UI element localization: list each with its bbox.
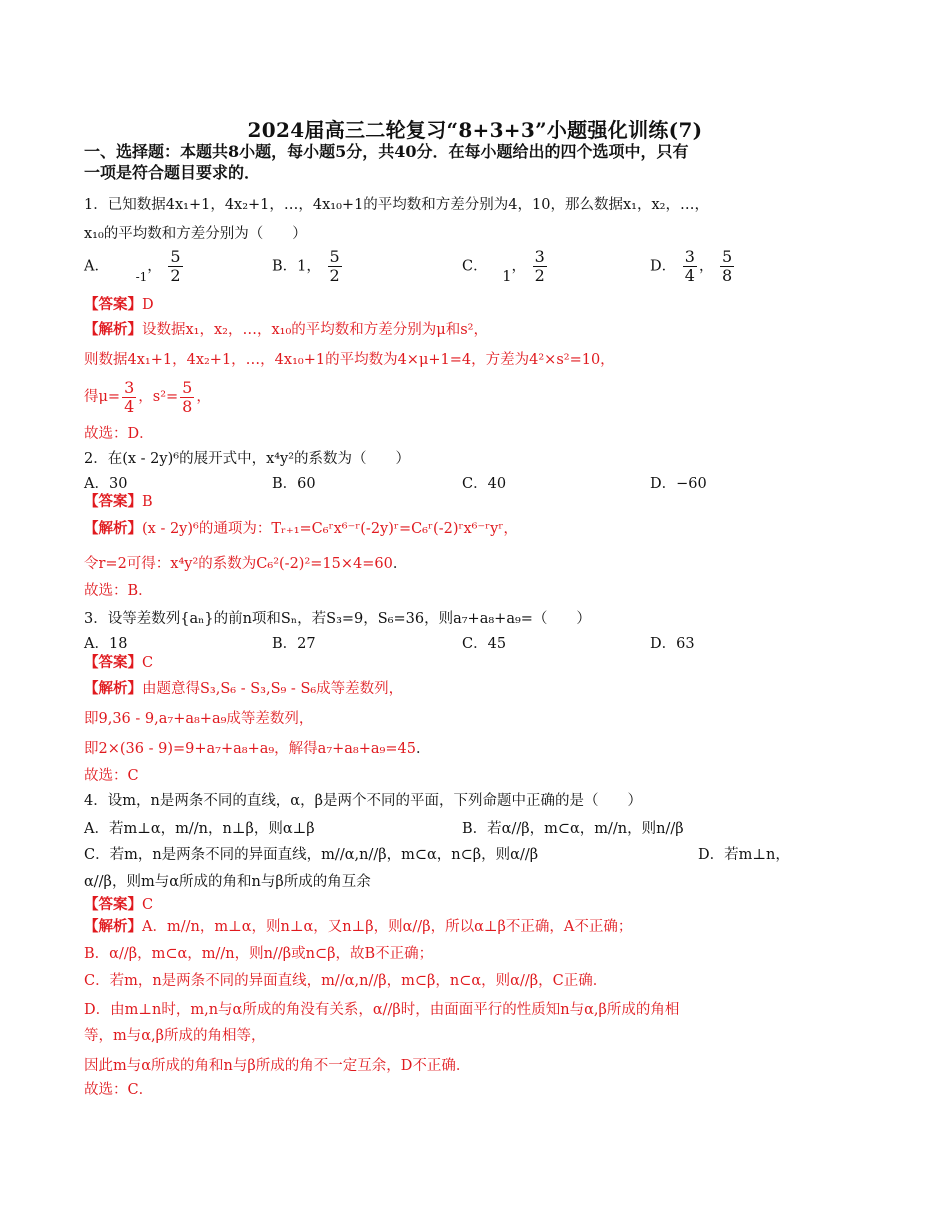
- q1-option-a-label: A．: [84, 258, 109, 275]
- q1-option-d: D． $\frac{3}{4}$ ， $\frac{5}{8}$: [650, 247, 733, 285]
- q3-option-b: B．27: [272, 636, 316, 652]
- q3-analysis-line3: [84, 739, 430, 759]
- q1-option-c-label: C．: [462, 258, 488, 275]
- section-heading-line1: 一、选择题：本题共8小题，每小题5分，共40分．在每小题给出的四个选项中，只有: [84, 142, 689, 161]
- q4-stem: 4．设m，n是两条不同的直线，α，β是两个不同的平面，下列命题中正确的是（ ）: [84, 793, 642, 809]
- q1-option-b-fraction: $\frac{5}{2}$: [329, 247, 340, 285]
- q1-analysis-tag: 【解析】: [84, 321, 142, 338]
- q1-conclusion: 故选：D．: [84, 426, 154, 442]
- q4-answer-value: C: [142, 897, 154, 913]
- q2-analysis-line2: [84, 554, 407, 574]
- q3-option-d: D．63: [650, 636, 695, 652]
- q3-option-a: A．18: [84, 636, 128, 652]
- q3-analysis-tag: 【解析】: [84, 680, 142, 697]
- q4-analysis-line3: C．若m，n是两条不同的异面直线，m//α,n//β，m⊂β，n⊂α，则α//β，C正确．: [84, 973, 608, 989]
- q1-option-b-label: B．1，: [272, 258, 321, 275]
- q4-analysis-line2: B．α//β，m⊂α，m//n，则n//β或n⊂β，故B不正确；: [84, 946, 434, 962]
- q2-analysis-text1: (x - 2y)⁶的通项为：Tᵣ₊₁=C₆ʳx⁶⁻ʳ(-2y)ʳ=C₆ʳ(-2)ʳx⁶⁻ʳyʳ，: [142, 521, 518, 537]
- q2-answer-tag: 【答案】: [84, 493, 142, 510]
- q1-option-d-label: D．: [650, 258, 677, 275]
- q3-analysis-text1: 由题意得S₃,S₆ - S₃,S₉ - S₆成等差数列，: [142, 681, 404, 697]
- q2-analysis-line1: [84, 519, 518, 539]
- q4-option-b: B．若α//β，m⊂α，m//n，则n//β: [462, 821, 684, 837]
- q1-option-a-fraction: $\frac{5}{2}$: [170, 247, 181, 285]
- q1-answer-value: D: [142, 297, 154, 313]
- q1-analysis-line1: [84, 320, 488, 340]
- q4-analysis-line1: [84, 917, 632, 937]
- q3-stem: 3．设等差数列{aₙ}的前n项和Sₙ，若S₃=9，S₆=36，则a₇+a₈+a₉=（ ）: [84, 611, 591, 627]
- q2-option-a: A．30: [84, 476, 128, 492]
- q1-analysis3-end: ，: [196, 389, 211, 405]
- q4-answer-tag: 【答案】: [84, 896, 142, 913]
- q1-stem-line1: 1．已知数据4x₁+1，4x₂+1，…，4x₁₀+1的平均数和方差分别为4，10，那么数据x₁，x₂，…，: [84, 197, 709, 213]
- q2-analysis2-main: 令r=2可得：x⁴y²的系数为C₆²(-2)²=15×4=60: [84, 556, 393, 572]
- q4-answer: [84, 895, 153, 915]
- q3-answer: [84, 653, 153, 673]
- q4-option-d-line1: D．若m⊥n，: [698, 847, 790, 863]
- q1-analysis-line2: 则数据4x₁+1，4x₂+1，…，4x₁₀+1的平均数为4×μ+1=4，方差为4²×s²=10，: [84, 352, 615, 368]
- q1-option-a-mean: -1: [135, 269, 148, 284]
- q2-stem: 2．在(x - 2y)⁶的展开式中，x⁴y²的系数为（ ）: [84, 451, 411, 467]
- q1-option-d-fraction2: $\frac{5}{8}$: [722, 247, 733, 285]
- q1-analysis3-pre: 得μ=: [84, 389, 121, 405]
- q3-answer-value: C: [142, 655, 154, 671]
- q1-option-b: [272, 248, 344, 285]
- q1-analysis3-frac1: $\frac{3}{4}$: [124, 377, 135, 416]
- q2-answer: [84, 492, 153, 512]
- q4-conclusion: 故选：C．: [84, 1082, 154, 1098]
- q3-answer-tag: 【答案】: [84, 654, 142, 671]
- q1-analysis-line3: [84, 378, 211, 416]
- q3-option-c: C．45: [462, 636, 507, 652]
- q2-answer-value: B: [142, 494, 153, 510]
- q1-option-c-mean: 1: [502, 268, 512, 285]
- q4-analysis-line6: 因此m与α所成的角和n与β所成的角不一定互余，D不正确．: [84, 1058, 471, 1074]
- q1-option-d-fraction1: $\frac{3}{4}$: [684, 247, 695, 285]
- section-heading-line2: 一项是符合题目要求的．: [84, 163, 261, 182]
- q1-option-c: C． 1， $\frac{3}{2}$: [462, 247, 545, 285]
- q2-analysis-tag: 【解析】: [84, 520, 142, 537]
- q2-conclusion: 故选：B．: [84, 583, 153, 599]
- q3-analysis3-main: 即2×(36 - 9)=9+a₇+a₈+a₉，解得a₇+a₈+a₉=45: [84, 741, 416, 757]
- q3-analysis3-end: ．: [415, 741, 431, 757]
- q2-option-b: B．60: [272, 476, 316, 492]
- q4-option-c: C．若m，n是两条不同的异面直线，m//α,n//β，m⊂α，n⊂β，则α//β: [84, 847, 539, 863]
- q1-analysis3-mid: ，s²=: [138, 389, 179, 405]
- q3-conclusion: 故选：C: [84, 768, 139, 784]
- q2-option-c: C．40: [462, 476, 507, 492]
- page-title: 2024届高三二轮复习“8+3+3”小题强化训练(7): [247, 118, 703, 142]
- q1-stem-line2: x₁₀的平均数和方差分别为（ ）: [84, 226, 307, 242]
- q1-answer: [84, 295, 154, 315]
- q3-analysis-line2: 即9,36 - 9,a₇+a₈+a₉成等差数列，: [84, 711, 314, 727]
- q1-analysis-text1: 设数据x₁，x₂，…，x₁₀的平均数和方差分别为μ和s²，: [142, 322, 488, 338]
- q1-answer-tag: 【答案】: [84, 296, 142, 313]
- q4-analysis-tag: 【解析】: [84, 918, 142, 935]
- q1-analysis3-frac2: $\frac{5}{8}$: [182, 377, 193, 416]
- q4-analysis-text1: A．m//n，m⊥α，则n⊥α，又n⊥β，则α//β，所以α⊥β不正确，A不正确；: [142, 919, 633, 935]
- q4-analysis-line5: 等，m与α,β所成的角相等，: [84, 1028, 266, 1044]
- q1-option-c-fraction: $\frac{3}{2}$: [534, 247, 545, 285]
- q3-analysis-line1: [84, 679, 403, 699]
- q2-option-d: D．−60: [650, 476, 707, 492]
- q4-option-a: A．若m⊥α，m//n，n⊥β，则α⊥β: [84, 821, 315, 837]
- q2-analysis2-end: ．: [392, 556, 408, 572]
- q1-option-a: A． $_{-1}$， $\frac{5}{2}$: [84, 247, 181, 285]
- q4-analysis-line4: D．由m⊥n时，m,n与α所成的角没有关系，α//β时，由面面平行的性质知n与α,β所成的角相: [84, 1002, 680, 1018]
- q4-option-d-line2: α//β，则m与α所成的角和n与β所成的角互余: [84, 874, 371, 890]
